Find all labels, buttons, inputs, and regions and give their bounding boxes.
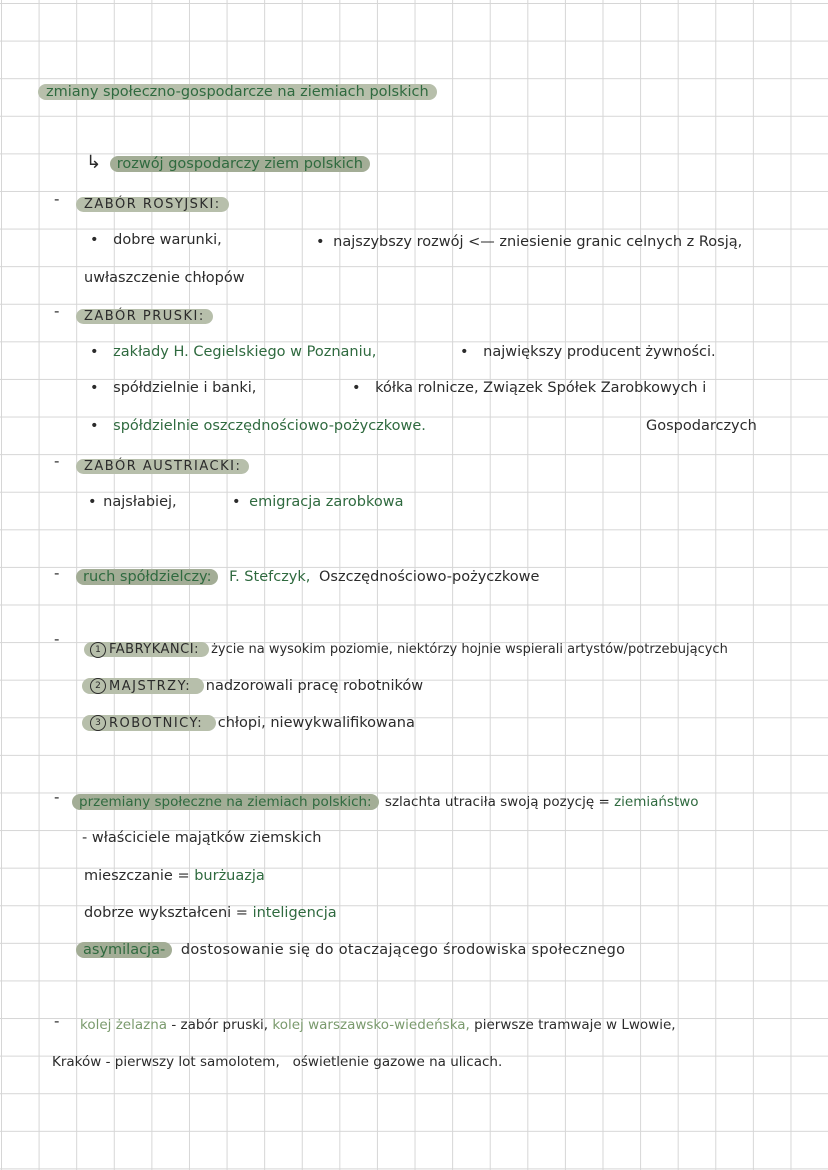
kolej: kolej [272,1017,304,1033]
fabrykanci-hl [84,642,209,657]
wyksztalceni: dobrze wykształceni = [84,905,248,921]
wyksztalceni-line [84,903,337,923]
dash-marker: - [54,190,60,208]
bullet: • [232,494,241,510]
pruski-b4: kółka rolnicze, Związek Spółek Zarobkowych i [375,380,707,396]
arrow-icon: ↳ [86,152,102,173]
rosyjski-heading-line [76,194,229,215]
austriacki-b2: emigracja zarobkowa [249,494,404,510]
rosyjski-heading: ZABÓR ROSYJSKI: [76,197,229,212]
pruski-b5: spółdzielnie oszczędnościowo-pożyczkowe. [113,418,426,434]
pruski-b2: największy producent żywności. [483,344,716,360]
number-three-icon: 3 [90,715,106,731]
subtitle: rozwój gospodarczy ziem polskich [110,156,370,172]
ziemianstwo: ziemiaństwo [614,794,699,810]
asymilacja-label: asymilacja- [76,942,172,958]
dash-marker: - [54,1012,60,1030]
pruski-b2-line [460,342,716,362]
austriacki-b2-line [232,492,404,512]
ruch-name: F. Stefczyk, [229,569,311,585]
robotnicy-hl [82,715,216,731]
fabrykanci-label: FABRYKANCI: [109,642,199,657]
bullet: • [90,418,99,434]
przemiany-line [72,792,699,812]
dash-marker: - [54,564,60,582]
majstrzy-hl [82,678,204,694]
austriacki-b1-line [88,492,177,512]
pruski-b4-line [352,378,706,398]
pruski-b3: spółdzielnie i banki, [113,380,257,396]
number-one-icon: 1 [90,642,106,658]
bullet: • [460,344,469,360]
austriacki-heading: ZABÓR AUSTRIACKI: [76,459,249,474]
page-title: zmiany społeczno-gospodarcze na ziemiach polskich [38,84,437,100]
kolej-zelazna: kolej żelazna [80,1017,168,1033]
pruski-b1: zakłady H. Cegielskiego w Poznaniu, [113,344,377,360]
majstrzy-text: nadzorowali pracę robotników [205,678,424,694]
austriacki-heading-line [76,456,249,477]
przemiany-line2: - właściciele majątków ziemskich [82,830,322,846]
pruski-b5-line [90,416,426,436]
final-dash-text: - zabór pruski, [171,1017,269,1033]
pruski-b6: Gospodarczych [646,418,757,434]
final-line1 [80,1015,676,1035]
ruch-line [76,567,539,587]
rosyjski-line2: uwłaszczenie chłopów [84,270,245,286]
pruski-b3-line [90,378,256,398]
final-rest: pierwsze tramwaje w Lwowie, [474,1017,676,1033]
majstrzy-label: MAJSTRZY: [109,679,192,694]
mieszczanie-line [84,866,265,886]
pruski-heading-line [76,306,213,327]
bullet: • [90,344,99,360]
austriacki-b1: najsłabiej, [103,494,177,510]
subtitle-line [86,153,370,174]
inteligencja: inteligencja [252,905,337,921]
fabrykanci-text: życie na wysokim poziomie, niektórzy hojnie wspierali artystów/potrzebujących [211,642,728,657]
dash-marker: - [54,788,60,806]
robotnicy-text: chłopi, niewykwalifikowana [217,715,415,731]
przemiany-label: przemiany społeczne na ziemiach polskich: [72,794,379,810]
rosyjski-b2-line [316,232,742,252]
przemiany-text: szlachta utraciła swoją pozycję = [384,794,610,810]
bullet: • [352,380,361,396]
number-two-icon: 2 [90,678,106,694]
mieszczanie: mieszczanie = [84,868,190,884]
majstrzy-line [82,676,423,697]
rosyjski-b1: dobre warunki, [113,232,222,248]
bullet: • [88,494,97,510]
bullet: • [90,380,99,396]
pruski-heading: ZABÓR PRUSKI: [76,309,213,324]
rosyjski-bullets [90,230,222,250]
bullet: • [316,234,325,250]
asymilacja-line [76,940,625,960]
title-line [38,82,437,102]
robotnicy-label: ROBOTNICY: [109,716,204,731]
warszawsko-wiedenska: warszawsko-wiedeńska, [308,1017,470,1033]
pruski-b1-line [90,342,376,362]
robotnicy-line [82,713,415,734]
asymilacja-text: dostosowanie się do otaczającego środowiska społecznego [180,942,626,958]
bullet: • [90,232,99,248]
dash-marker: - [54,452,60,470]
burzuazja: burżuazja [194,868,265,884]
final-line2: Kraków - pierwszy lot samolotem, oświetlenie gazowe na ulicach. [52,1054,503,1070]
dash-marker: - [54,302,60,320]
fabrykanci-line [84,640,728,660]
ruch-text: Oszczędnościowo-pożyczkowe [319,569,540,585]
dash-marker: - [54,630,60,648]
rosyjski-b2: najszybszy rozwój <— zniesienie granic celnych z Rosją, [333,234,743,250]
ruch-label: ruch spółdzielczy: [76,569,218,585]
